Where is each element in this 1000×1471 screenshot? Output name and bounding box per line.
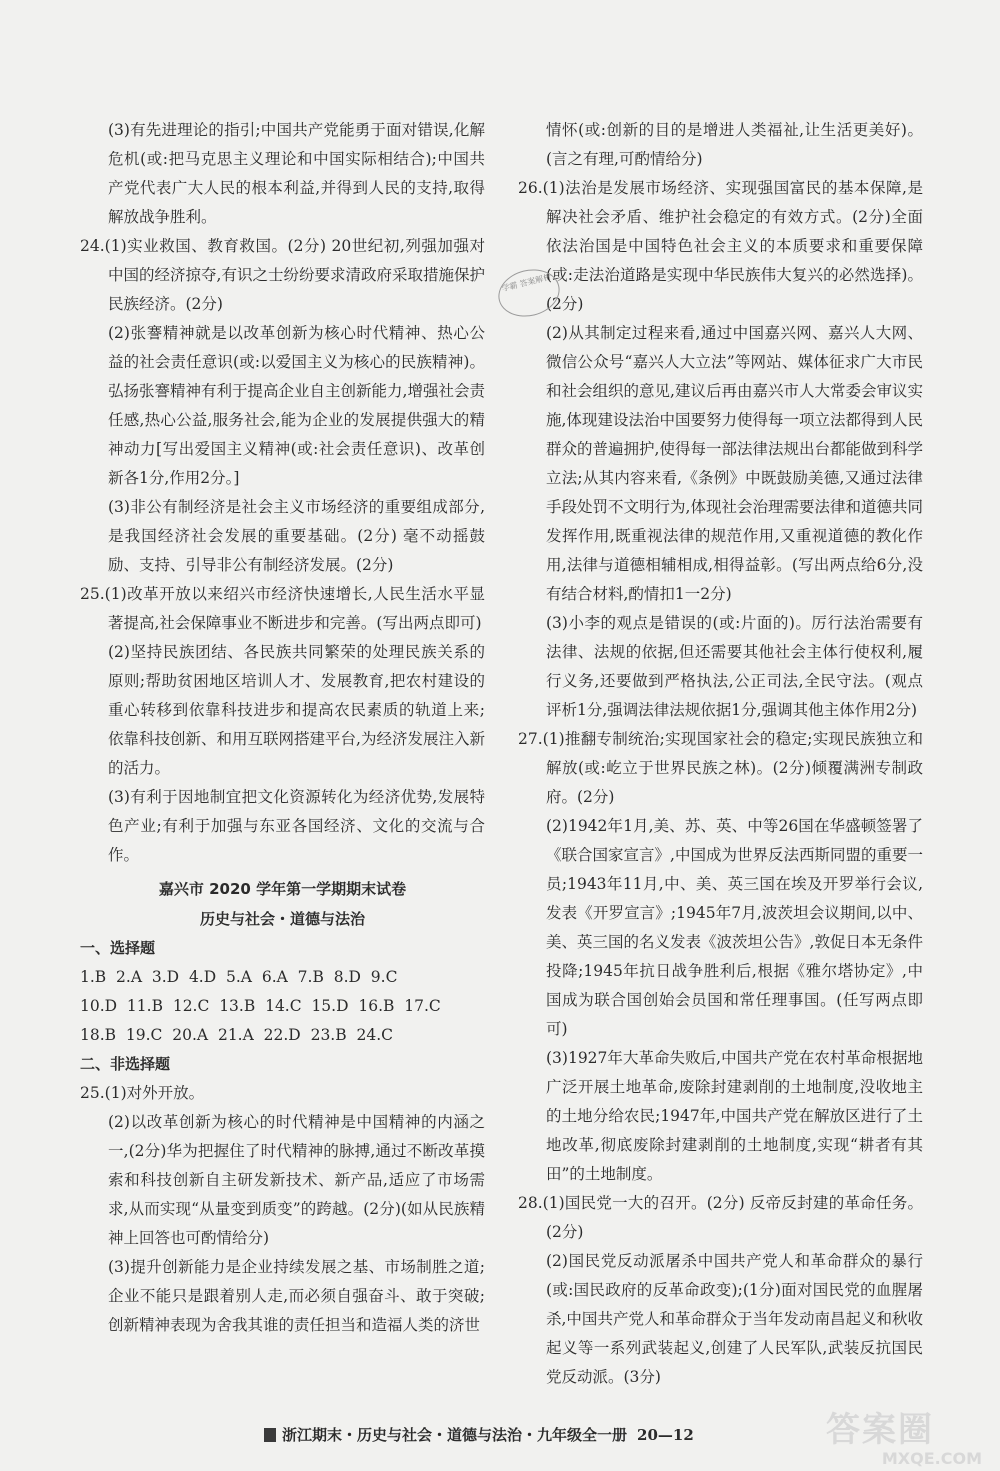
q23-part3-answer: (3)有先进理论的指引;中国共产党能勇于面对错误,化解危机(或:把马克思主义理论和中国实际相结合);中国共产党代表广大人民的根本利益,并得到人民的支持,取得解放战争胜利。 xyxy=(108,121,485,226)
q26-part3: (3)小李的观点是错误的(或:片面的)。厉行法治需要有法律、法规的依据,但还需要其他社会主体行使权利,履行义务,还要做到严格执法,公正司法,全民守法。(观点评析1分,强调法律法规依据1分,强调其他主体作用2分) xyxy=(546,614,923,719)
q24-answer xyxy=(80,232,485,580)
q25-answer xyxy=(80,580,485,870)
q24-part2: (2)张謇精神就是以改革创新为核心时代精神、热心公益的社会责任意识(或:以爱国主义为核心的民族精神)。弘扬张謇精神有利于提高企业自主创新能力,增强社会责任感,热心公益,服务社会,能为企业的发展提供强大的精神动力[写出爱国主义精神(或:社会责任意识)、改革创新各1分,作用2分。] xyxy=(108,324,485,487)
q26-answer xyxy=(518,174,923,725)
q27-part1: 27.(1)推翻专制统治;实现国家社会的稳定;实现民族独立和解放(或:屹立于世界民族之林)。(2分)倾覆满洲专制政府。(2分) xyxy=(518,730,923,806)
watermark-logo xyxy=(826,1412,986,1468)
q28-part2: (2)国民党反动派屠杀中国共产党人和革命群众的暴行(或:国民政府的反革命政变);(1分)面对国民党的血腥屠杀,中国共产党人和革命群众于当年发动南昌起义和秋收起义等一系列武装起义,创建了人民军队,武装反抗国民党反动派。(3分) xyxy=(546,1252,923,1386)
stamp-seal: 学霸 答案解析 xyxy=(493,263,564,323)
q25b-number: 25. xyxy=(80,1084,105,1102)
footer-square-icon xyxy=(264,1428,276,1442)
q26-part1: 26.(1)法治是发展市场经济、实现强国富民的基本保障,是解决社会矛盾、维护社会稳定的有效方式。(2分)全面依法治国是中国特色社会主义的本质要求和重要保障(或:走法治道路是实现中华民族伟大复兴的必然选择)。(2分) xyxy=(518,179,923,313)
q27-number: 27. xyxy=(518,730,543,748)
choice-answers-row-1: 1.B 2.A 3.D 4.D 5.A 6.A 7.B 8.D 9.C xyxy=(80,968,398,986)
watermark-title: 答案圈 xyxy=(826,1410,934,1450)
section-nonchoice-heading: 二、非选择题 xyxy=(80,1055,171,1073)
exam-title: 嘉兴市 2020 学年第一学期期末试卷 xyxy=(158,880,407,898)
q24-number: 24. xyxy=(80,237,105,255)
q25b-part1: 25.(1)对外开放。 xyxy=(80,1084,205,1102)
section-choice-heading: 一、选择题 xyxy=(80,939,156,957)
left-column xyxy=(80,116,485,1340)
q25-part3: (3)有利于因地制宜把文化资源转化为经济优势,发展特色产业;有利于加强与东亚各国经济、文化的交流与合作。 xyxy=(108,788,485,864)
q26-part2: (2)从其制定过程来看,通过中国嘉兴网、嘉兴人大网、微信公众号“嘉兴人大立法”等网站、媒体征求广大市民和社会组织的意见,建议后再由嘉兴市人大常委会审议实施,体现建设法治中国要努力使得每一项立法都得到人民群众的普遍拥护,使得每一部法律法规出台都能做到科学立法;从其内容来看,《条例》中既鼓励美德,又通过法律手段处罚不文明行为,体现社会治理需要法律和道德共同发挥作用,既重视法律的规范作用,又重视道德的教化作用,法律与道德相辅相成,相得益彰。(写出两点给6分,没有结合材料,酌情扣1一2分) xyxy=(546,324,923,603)
q25b-part3: (3)提升创新能力是企业持续发展之基、市场制胜之道;企业不能只是跟着别人走,而必须自强奋斗、敢于突破;创新精神表现为舍我其谁的责任担当和造福人类的济世 xyxy=(108,1258,485,1334)
q24-part3: (3)非公有制经济是社会主义市场经济的重要组成部分,是我国经济社会发展的重要基础。(2分) 毫不动摇鼓励、支持、引导非公有制经济发展。(2分) xyxy=(108,498,485,574)
q27-part3: (3)1927年大革命失败后,中国共产党在农村革命根据地广泛开展土地革命,废除封建剥削的土地制度,没收地主的土地分给农民;1947年,中国共产党在解放区进行了土地改革,彻底废除封建剥削的土地制度,实现“耕者有其田”的土地制度。 xyxy=(546,1049,923,1183)
footer-text: 浙江期末・历史与社会・道德与法治・九年级全一册 xyxy=(282,1426,628,1444)
q26-number: 26. xyxy=(518,179,543,197)
watermark-url: MXQE.COM xyxy=(881,1449,982,1468)
q27-answer xyxy=(518,725,923,1189)
q24-part1: 24.(1)实业救国、教育救国。(2分) 20世纪初,列强加强对中国的经济掠夺,有识之士纷纷要求清政府采取措施保护民族经济。(2分) xyxy=(80,237,485,313)
q25b-part2: (2)以改革创新为核心的时代精神是中国精神的内涵之一,(2分)华为把握住了时代精神的脉搏,通过不断改革摸索和科技创新自主研发新技术、新产品,适应了市场需求,从而实现“从量变到质变”的跨越。(2分)(如从民族精神上回答也可酌情给分) xyxy=(108,1113,485,1247)
page-footer xyxy=(264,1423,744,1447)
choice-answers-row-2: 10.D 11.B 12.C 13.B 14.C 15.D 16.B 17.C xyxy=(80,997,441,1015)
q25-part1: 25.(1)改革开放以来绍兴市经济快速增长,人民生活水平显著提高,社会保障事业不断进步和完善。(写出两点即可) xyxy=(80,585,485,632)
q27-part2: (2)1942年1月,美、苏、英、中等26国在华盛顿签署了《联合国家宣言》,中国成为世界反法西斯同盟的重要一员;1943年11月,中、美、英三国在埃及开罗举行会议,发表《开罗宣言》;1945年7月,波茨坦会议期间,以中、美、英三国的名义发表《波茨坦公告》,敦促日本无条件投降;1945年抗日战争胜利后,根据《雅尔塔协定》,中国成为联合国创始会员国和常任理事国。(任写两点即可) xyxy=(546,817,923,1038)
q28-part1: 28.(1)国民党一大的召开。(2分) 反帝反封建的革命任务。(2分) xyxy=(518,1194,923,1241)
page-number: 20—12 xyxy=(637,1426,694,1444)
right-column xyxy=(518,116,923,1392)
q28-answer xyxy=(518,1189,923,1392)
q28-number: 28. xyxy=(518,1194,543,1212)
q25-part2: (2)坚持民族团结、各民族共同繁荣的处理民族关系的原则;帮助贫困地区培训人才、发展教育,把农村建设的重心转移到依靠科技进步和提高农民素质的轨道上来;依靠科技创新、和用互联网搭建平台,为经济发展注入新的活力。 xyxy=(108,643,485,777)
q25b-part3-continued: 情怀(或:创新的目的是增进人类福祉,让生活更美好)。(言之有理,可酌情给分) xyxy=(546,121,923,168)
choice-answers-row-3: 18.B 19.C 20.A 21.A 22.D 23.B 24.C xyxy=(80,1026,393,1044)
q25b-answer xyxy=(80,1079,485,1340)
q25-number: 25. xyxy=(80,585,105,603)
exam-subtitle: 历史与社会・道德与法治 xyxy=(199,910,365,928)
